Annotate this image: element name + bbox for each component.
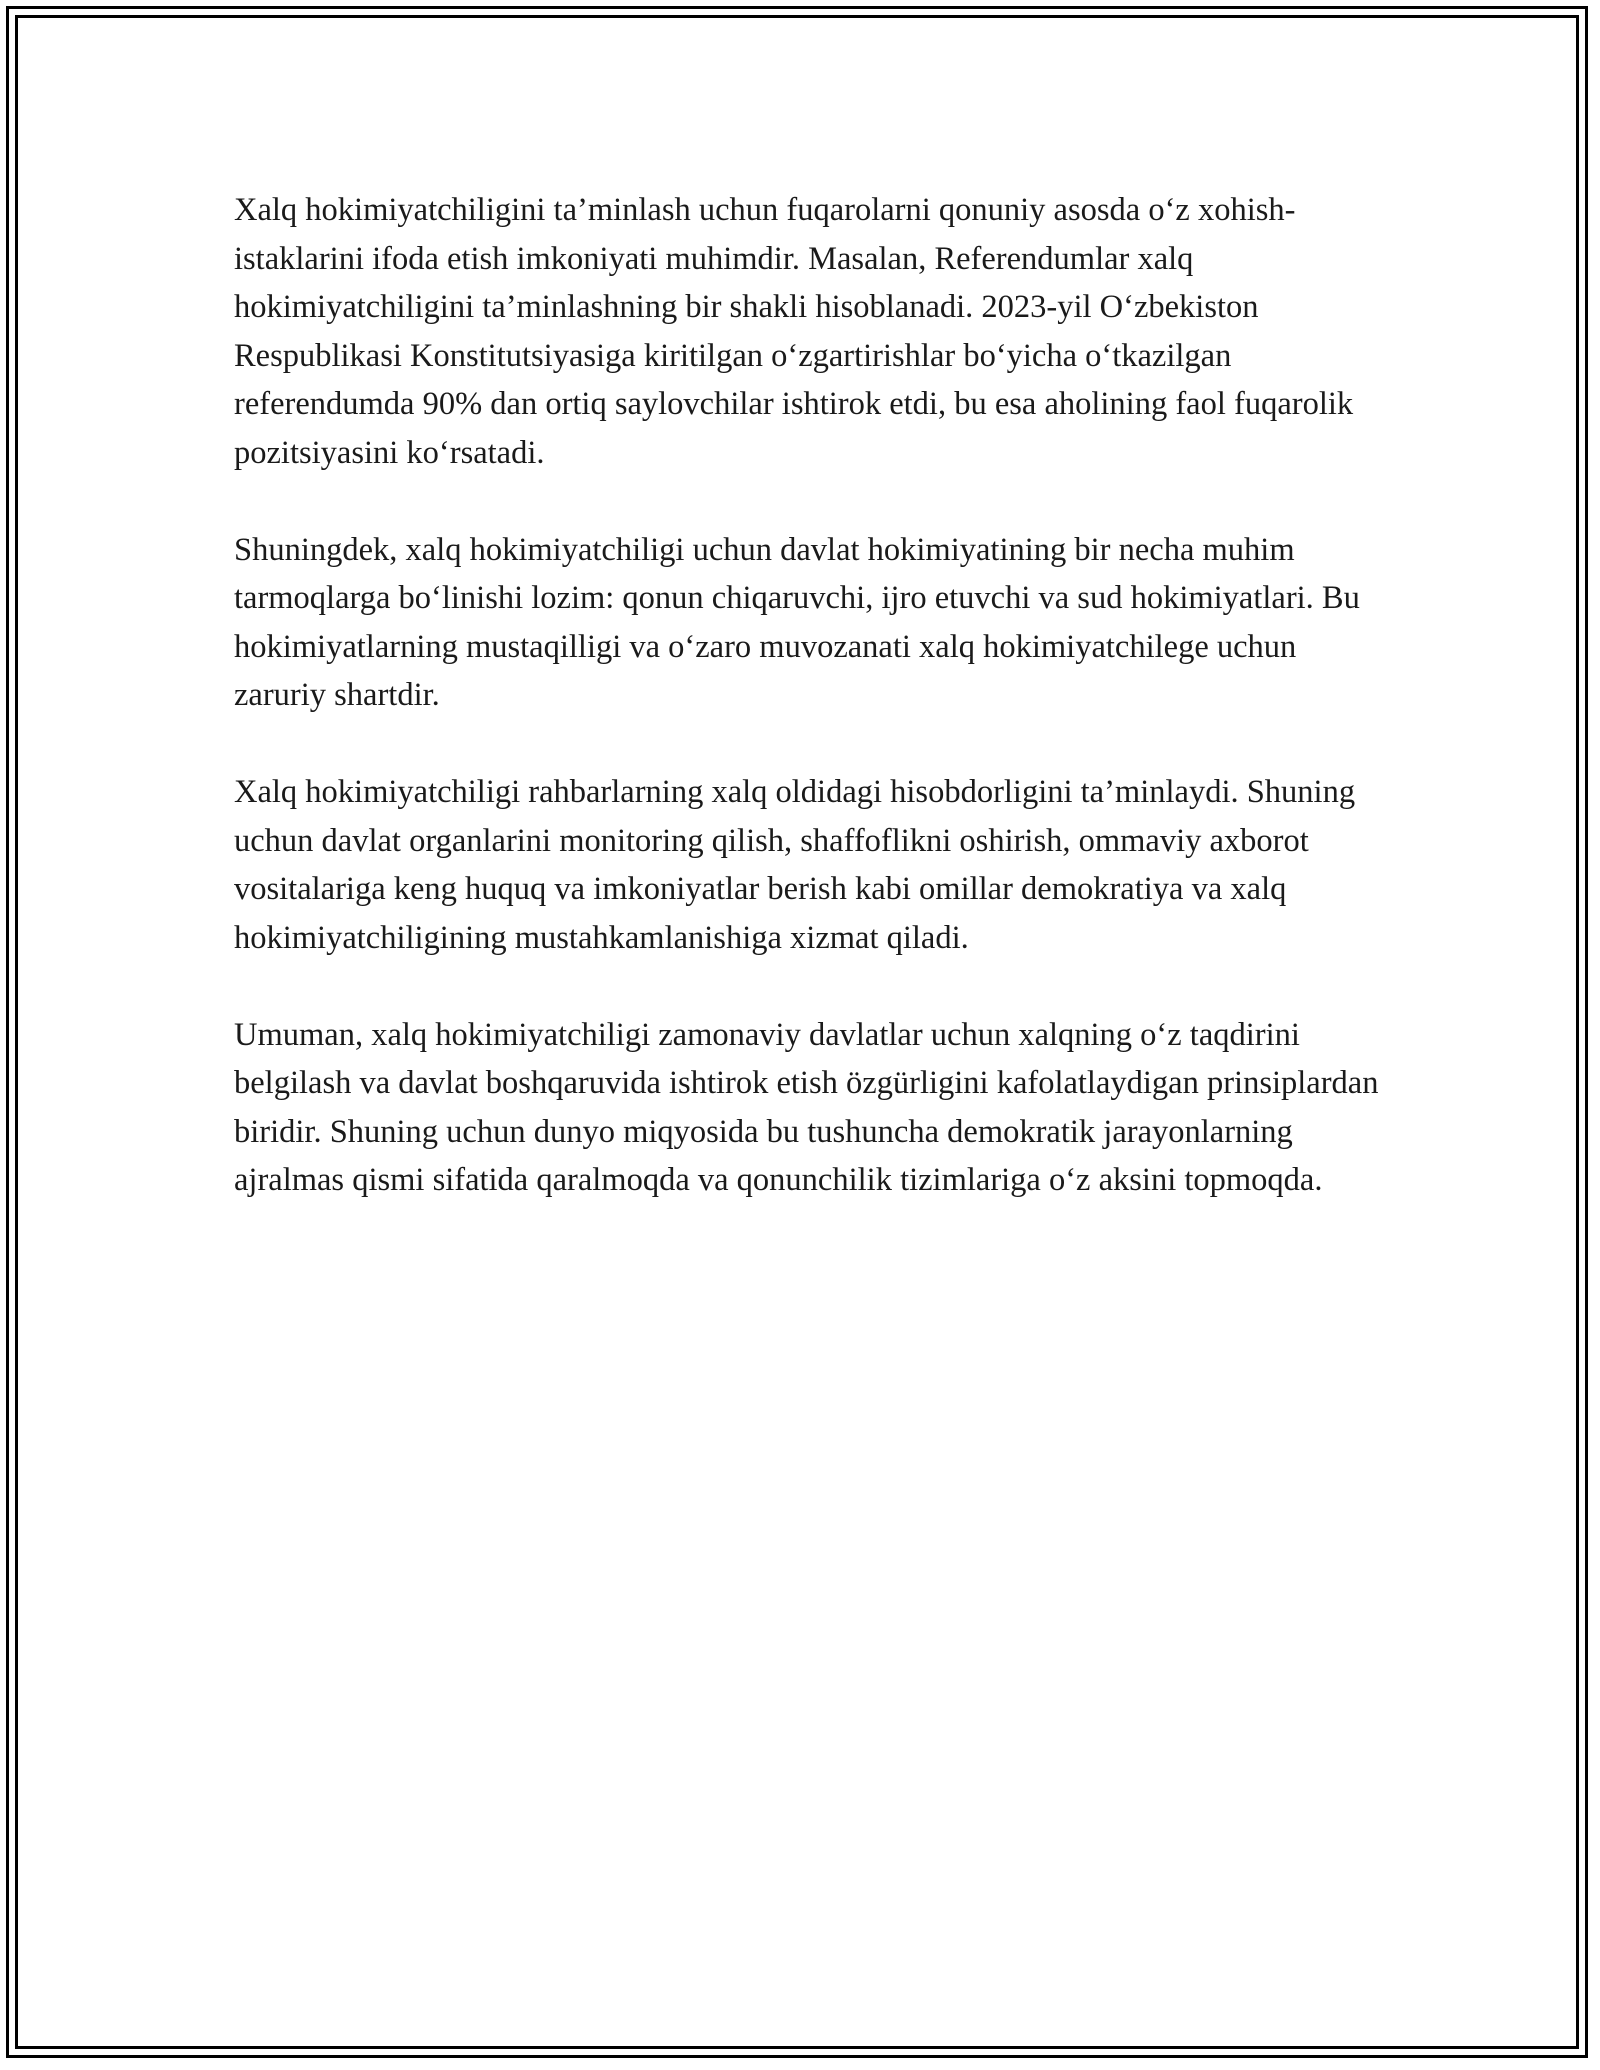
paragraph-3: Xalq hokimiyatchiligi rahbarlarning xalq oldidagi hisobdorligini ta’minlaydi. Shuning uchun davlat organlarini monitoring qilish, shaffoflikni oshirish, ommaviy axborot vositalariga keng huquq va imkoniyatlar berish kabi omillar demokratiya va xalq hokimiyatchiligining mustahkamlanishiga xizmat qiladi. [234,774,1356,956]
paragraph-1: Xalq hokimiyatchiligini ta’minlash uchun fuqarolarni qonuniy asosda o‘z xohish-istaklarini ifoda etish imkoniyati muhimdir. Masalan, Referendumlar xalq hokimiyatchiligini ta’minlashning bir shakli hisoblanadi. 2023-yil O‘zbekiston Respublikasi Konstitutsiyasiga kiritilgan o‘zgartirishlar bo‘yicha o‘tkazilgan referendumda 90% dan ortiq saylovchilar ishtirok etdi, bu esa aholining faol fuqarolik pozitsiyasini ko‘rsatadi. [234,192,1354,471]
document-body [234,186,1384,1253]
paragraph-4: Umuman, xalq hokimiyatchiligi zamonaviy davlatlar uchun xalqning o‘z taqdirini belgilash va davlat boshqaruvida ishtirok etish özgürligini kafolatlaydigan prinsiplardan biridir. Shuning uchun dunyo miqyosida bu tushuncha demokratik jarayonlarning ajralmas qismi sifatida qaralmoqda va qonunchilik tizimlariga o‘z aksini topmoqda. [234,1016,1379,1198]
paragraph-2: Shuningdek, xalq hokimiyatchiligi uchun davlat hokimiyatining bir necha muhim tarmoqlarga bo‘linishi lozim: qonun chiqaruvchi, ijro etuvchi va sud hokimiyatlari. Bu hokimiyatlarning mustaqilligi va o‘zaro muvozanati xalq hokimiyatchilege uchun zaruriy shartdir. [234,531,1360,713]
